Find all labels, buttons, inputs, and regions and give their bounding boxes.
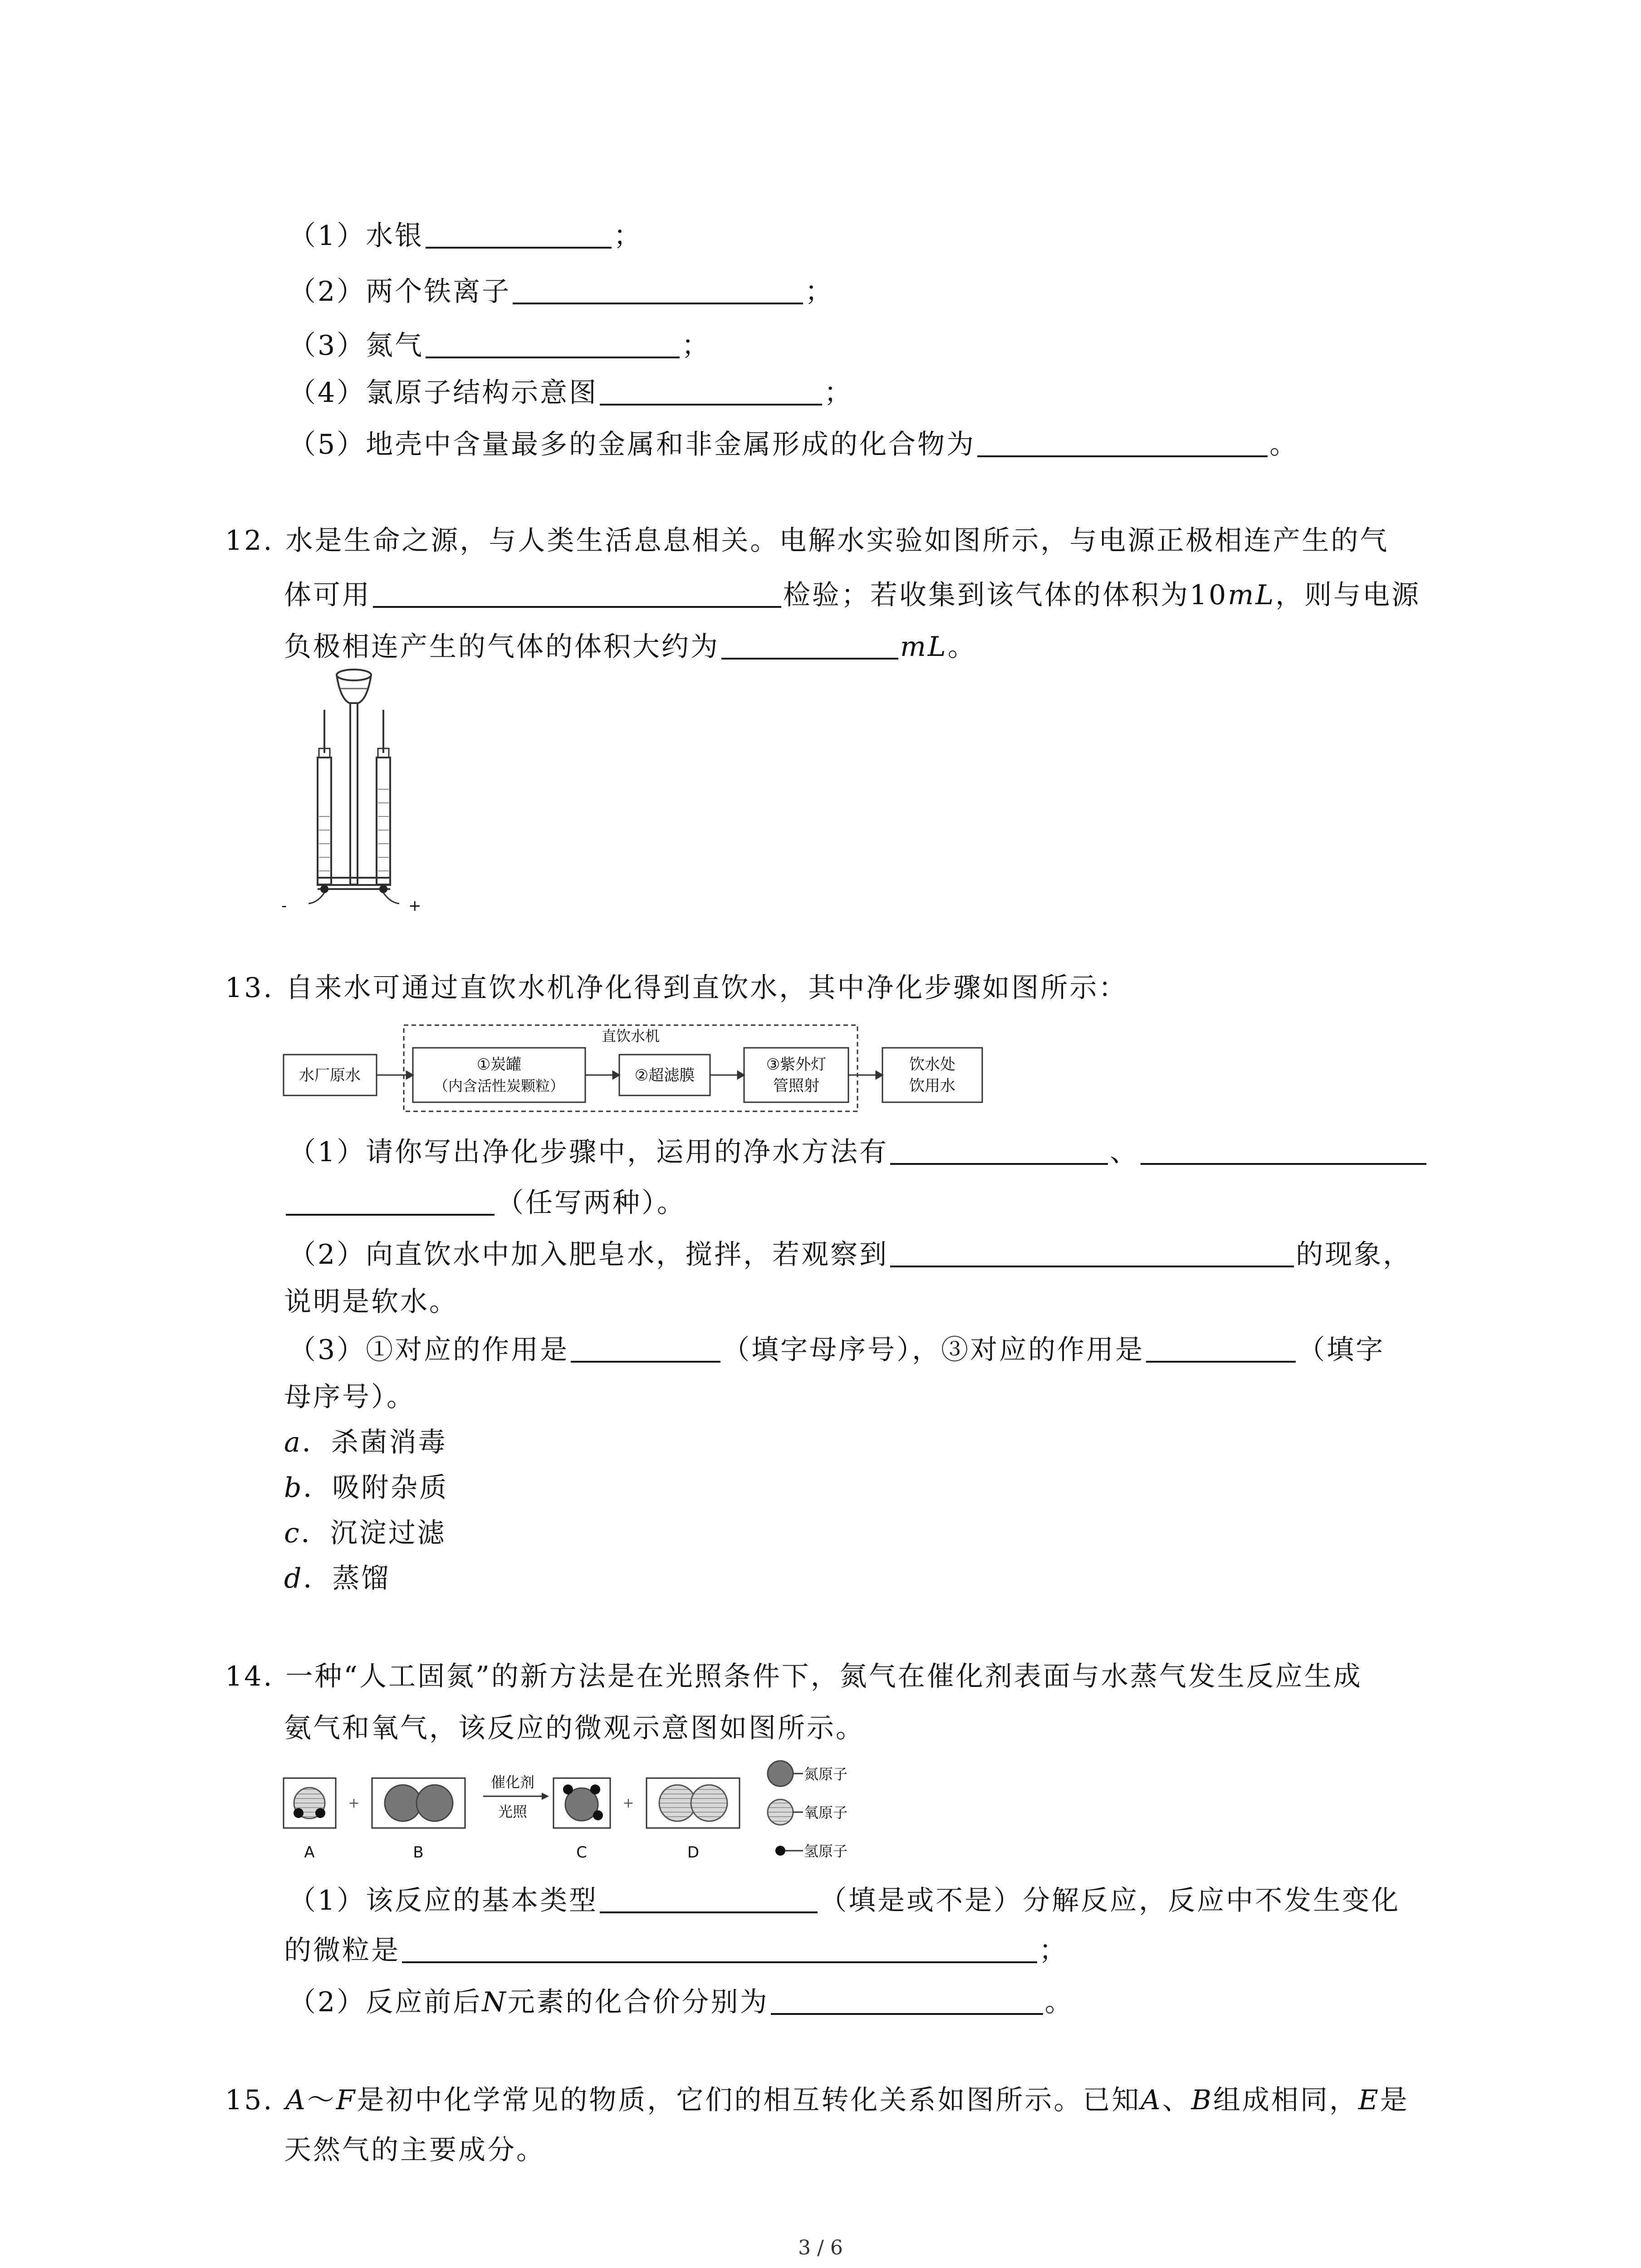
q13-part-1: （1）请你写出净化步骤中，运用的净水方法有 、 (289, 1134, 1428, 1170)
legend-hydrogen: 氢原子 (804, 1843, 848, 1860)
catalyst-label: 催化剂 (490, 1774, 535, 1791)
q15-line-1: 15. A～F是初中化学常见的物质，它们的相互转化关系如图所示。已知A、B组成相同，E是 (225, 2084, 1409, 2116)
destination-sub-label: 饮用水 (909, 1077, 955, 1095)
legend-oxygen: 氧原子 (804, 1804, 848, 1821)
q11-item-5: （5）地壳中含量最多的金属和非金属形成的化合物为 。 (289, 426, 1298, 463)
negative-terminal-label: - (281, 897, 287, 915)
answer-blank[interactable] (600, 1883, 818, 1913)
answer-blank[interactable] (977, 427, 1268, 457)
q13-part-3: （3）①对应的作用是 （填字母序号），③对应的作用是 （填字 (289, 1332, 1385, 1368)
q14-part-1: （1）该反应的基本类型 （填是或不是）分解反应，反应中不发生变化 (289, 1882, 1400, 1919)
q13-part-3-cont: 母序号）。 (284, 1381, 416, 1413)
oxygen-atom-icon (768, 1799, 793, 1825)
q12-line-3: 负极相连产生的气体的体积大约为 mL。 (284, 629, 977, 665)
page-number: 3 / 6 (798, 2236, 843, 2259)
nitrogen-atom-icon (768, 1761, 793, 1786)
q14-part-1-cont: 的微粒是 ； (284, 1932, 1068, 1969)
answer-blank[interactable] (426, 219, 612, 249)
answer-blank[interactable] (286, 1186, 495, 1216)
q11-item-4: （4）氯原子结构示意图 ； (289, 375, 853, 411)
q13-part-2-cont: 说明是软水。 (284, 1286, 458, 1318)
q12-line-1: 12. 水是生命之源，与人类生活息息相关。电解水实验如图所示，与电源正极相连产生的气 (225, 525, 1389, 557)
q13-part-2: （2）向直饮水中加入肥皂水，搅拌，若观察到 的现象， (289, 1237, 1412, 1273)
step1-label: ①炭罐 (476, 1056, 522, 1074)
label-d: D (687, 1843, 700, 1862)
water-purification-flow-diagram (281, 1021, 989, 1118)
q14-line-2: 氨气和氧气，该反应的微观示意图如图所示。 (284, 1712, 865, 1744)
answer-blank[interactable] (373, 578, 781, 608)
hydrogen-atom-icon (775, 1846, 785, 1856)
step3-label: ③紫外灯 (766, 1056, 827, 1074)
destination-label: 饮水处 (909, 1056, 955, 1074)
q12-line-2: 体可用 检验；若收集到该气体的体积为10mL，则与电源 (284, 577, 1421, 613)
q15-line-2: 天然气的主要成分。 (284, 2134, 545, 2166)
q13-option-b: b．吸附杂质 (284, 1472, 449, 1504)
answer-blank[interactable] (890, 1135, 1108, 1165)
q11-item-3: （3）氮气 ； (289, 327, 710, 364)
answer-blank[interactable] (513, 274, 803, 304)
q13-part-1-cont: （任写两种）。 (284, 1185, 686, 1221)
legend-nitrogen: 氮原子 (804, 1765, 848, 1783)
label-b: B (413, 1843, 424, 1862)
step1-sub-label: （内含活性炭颗粒） (433, 1077, 565, 1095)
question-number: 12. (225, 525, 274, 557)
q11-item-2: （2）两个铁离子 ； (289, 274, 834, 310)
q13-option-d: d．蒸馏 (284, 1563, 391, 1594)
source-label: 水厂原水 (299, 1066, 361, 1085)
answer-blank[interactable] (1146, 1333, 1296, 1363)
q13-option-a: a．杀菌消毒 (284, 1427, 447, 1458)
answer-blank[interactable] (890, 1237, 1294, 1267)
reaction-micro-diagram (277, 1760, 935, 1887)
q13-option-c: c．沉淀过滤 (284, 1517, 446, 1549)
electrolysis-apparatus-figure (272, 667, 436, 921)
plus-sign: + (622, 1795, 634, 1811)
light-label: 光照 (498, 1803, 528, 1820)
q13-intro: 13. 自来水可通过直饮水机净化得到直饮水，其中净化步骤如图所示： (225, 972, 1128, 1004)
q11-item-1: （1）水银 ； (289, 218, 642, 254)
q14-line-1: 14. 一种“人工固氮”的新方法是在光照条件下，氮气在催化剂表面与水蒸气发生反应生成 (225, 1661, 1362, 1692)
label-a: A (304, 1843, 315, 1862)
answer-blank[interactable] (771, 1985, 1043, 2015)
answer-blank[interactable] (600, 376, 822, 406)
label-c: C (576, 1843, 587, 1862)
answer-blank[interactable] (1141, 1135, 1426, 1165)
step2-label: ②超滤膜 (634, 1066, 695, 1085)
answer-blank[interactable] (721, 630, 898, 660)
plus-sign: + (348, 1795, 360, 1811)
positive-terminal-label: + (408, 897, 421, 915)
q14-part-2: （2）反应前后N元素的化合价分别为 。 (289, 1984, 1074, 2020)
question-number: 15. (225, 2084, 274, 2116)
step3-sub-label: 管照射 (773, 1077, 819, 1095)
answer-blank[interactable] (402, 1933, 1037, 1963)
question-number: 13. (225, 972, 274, 1004)
answer-blank[interactable] (426, 328, 680, 358)
machine-label: 直饮水机 (601, 1027, 660, 1045)
question-number: 14. (225, 1661, 274, 1692)
answer-blank[interactable] (571, 1333, 720, 1363)
